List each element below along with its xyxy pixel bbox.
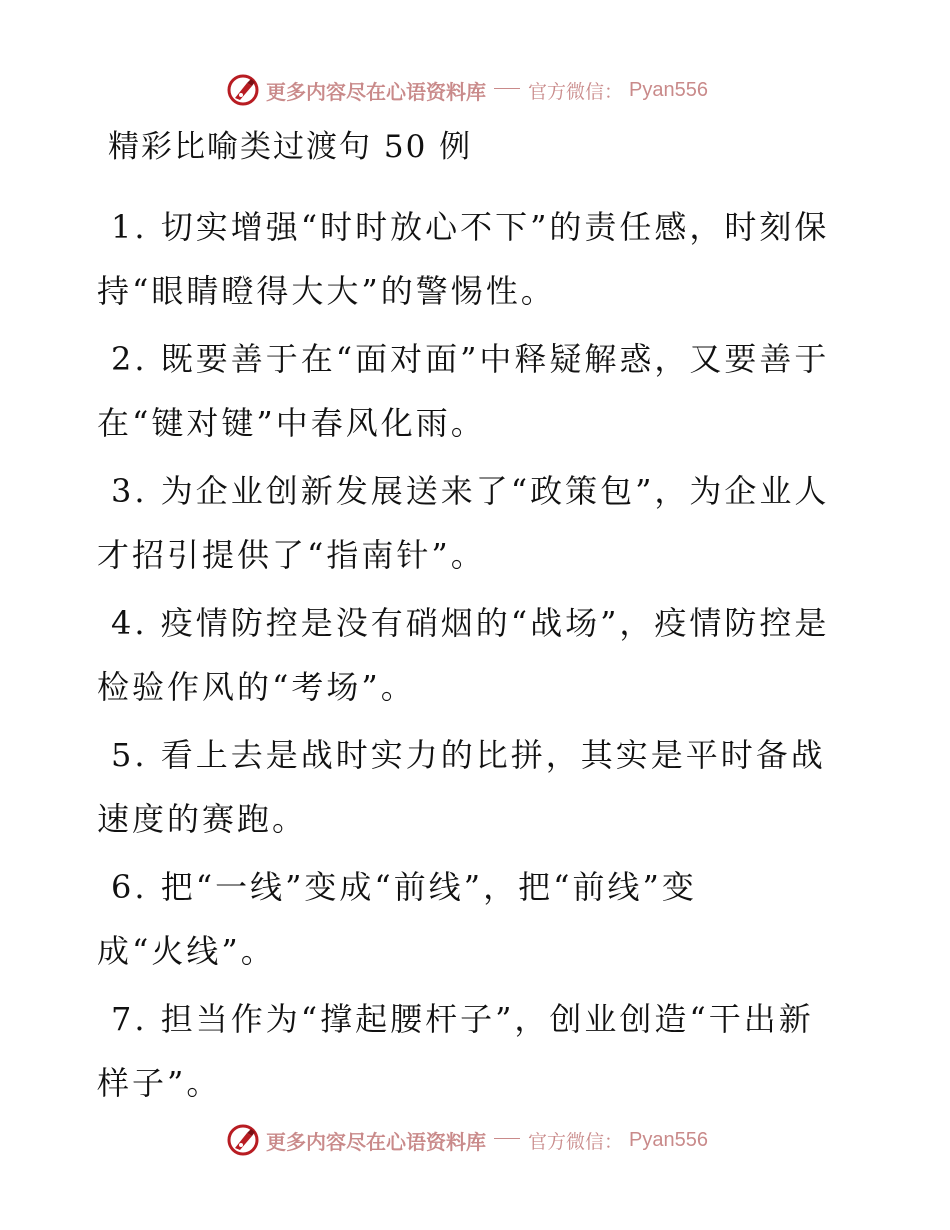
list-item-5: 5. 看上去是战时实力的比拼，其实是平时备战速度的赛跑。 — [97, 736, 826, 838]
header-wechat-id: Pyan556 — [629, 78, 708, 101]
header-site-text: 更多内容尽在心语资料库 — [266, 79, 486, 104]
list-item-4: 4. 疫情防控是没有硝烟的“战场”，疫情防控是检验作风的“考场”。 — [97, 604, 830, 706]
footer-divider-dash — [494, 1138, 520, 1139]
footer-banner — [0, 1120, 950, 1160]
header-wechat-label: 官方微信： — [528, 80, 624, 103]
header-banner-content — [226, 73, 708, 107]
list-item-6: 6. 把“一线”变成“前线”，把“前线”变成“火线”。 — [97, 868, 697, 970]
pen-nib-logo-icon — [226, 73, 260, 107]
footer-banner-content — [226, 1123, 708, 1157]
pen-nib-logo-icon — [226, 1123, 260, 1157]
list-item-3: 3. 为企业创新发展送来了“政策包”，为企业人才招引提供了“指南针”。 — [97, 472, 830, 574]
item-list — [97, 195, 837, 1119]
document-title: 精彩比喻类过渡句 50 例 — [108, 129, 473, 165]
header-banner — [0, 70, 950, 110]
footer-wechat-id: Pyan556 — [629, 1128, 708, 1151]
list-item-1: 1. 切实增强“时时放心不下”的责任感，时刻保持“眼睛瞪得大大”的警惕性。 — [97, 208, 830, 310]
header-divider-dash — [494, 88, 520, 89]
footer-site-text: 更多内容尽在心语资料库 — [266, 1129, 486, 1154]
footer-wechat-label: 官方微信： — [528, 1130, 624, 1153]
list-item-2: 2. 既要善于在“面对面”中释疑解惑，又要善于在“键对键”中春风化雨。 — [97, 340, 830, 442]
list-item-7: 7. 担当作为“撑起腰杆子”，创业创造“干出新样子”。 — [97, 1000, 814, 1102]
